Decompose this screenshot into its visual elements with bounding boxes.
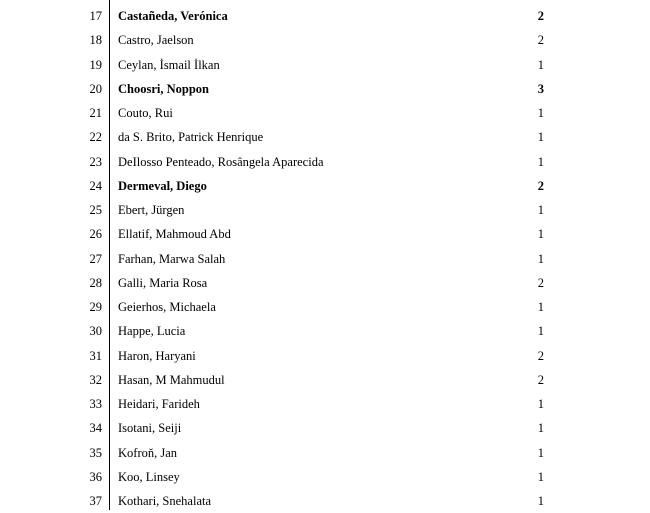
paper-count: 1 — [537, 445, 544, 460]
row-number: 31 — [89, 348, 102, 363]
table-row — [0, 101, 650, 125]
paper-count: 1 — [537, 469, 544, 484]
author-name: Isotani, Seiji — [118, 421, 182, 436]
paper-count: 1 — [537, 203, 544, 217]
author-name: Castro, Jaelson — [118, 33, 194, 48]
table-row — [0, 489, 650, 513]
paper-count: 1 — [537, 397, 544, 411]
paper-count: 1 — [537, 227, 544, 242]
row-number: 21 — [89, 106, 102, 120]
row-number: 30 — [89, 324, 102, 339]
table-row — [0, 4, 650, 28]
table-row — [0, 28, 650, 52]
table-row — [0, 247, 650, 271]
table-row — [0, 53, 650, 77]
row-number: 17 — [89, 9, 102, 23]
paper-count: 2 — [537, 178, 544, 193]
table-row — [0, 222, 650, 246]
row-number: 25 — [89, 203, 102, 217]
paper-count: 1 — [537, 300, 544, 314]
paper-count: 1 — [537, 494, 544, 508]
author-name: Haron, Haryani — [118, 348, 196, 363]
table-row — [0, 198, 650, 222]
paper-count: 2 — [537, 9, 544, 23]
author-name: Happe, Lucia — [118, 324, 186, 339]
row-number: 27 — [89, 251, 102, 266]
author-name: Couto, Rui — [118, 106, 173, 120]
paper-count: 1 — [537, 324, 544, 339]
paper-count: 1 — [537, 154, 544, 169]
row-number: 32 — [89, 372, 102, 387]
table-row — [0, 465, 650, 489]
table-row — [0, 392, 650, 416]
author-name: Ellatif, Mahmoud Abd — [118, 227, 231, 242]
row-number: 26 — [89, 227, 102, 242]
row-number: 34 — [89, 421, 102, 436]
row-number: 20 — [89, 81, 102, 96]
table-row — [0, 150, 650, 174]
row-number: 23 — [89, 154, 102, 169]
table-row — [0, 441, 650, 465]
table-row — [0, 344, 650, 368]
row-number: 24 — [89, 178, 102, 193]
table-row — [0, 125, 650, 149]
paper-count: 1 — [537, 106, 544, 120]
author-name: DeIlosso Penteado, Rosângela Aparecida — [118, 154, 324, 169]
paper-count: 2 — [537, 33, 544, 48]
row-number: 19 — [89, 57, 102, 72]
row-number: 36 — [89, 469, 102, 484]
table-row — [0, 271, 650, 295]
row-number: 18 — [89, 33, 102, 48]
paper-count: 1 — [537, 421, 544, 436]
table-row — [0, 174, 650, 198]
author-name: Ceylan, İsmail İlkan — [118, 57, 220, 72]
author-name: Ebert, Jürgen — [118, 203, 185, 217]
row-number: 33 — [89, 397, 102, 411]
paper-count: 1 — [537, 57, 544, 72]
paper-count: 2 — [537, 348, 544, 363]
author-name: Geierhos, Michaela — [118, 300, 216, 314]
paper-count: 1 — [537, 251, 544, 266]
table-row — [0, 77, 650, 101]
author-name: Farhan, Marwa Salah — [118, 251, 226, 266]
paper-count: 2 — [537, 275, 544, 290]
author-name: Choosri, Noppon — [118, 81, 209, 96]
paper-count: 3 — [537, 81, 544, 96]
table-row — [0, 416, 650, 440]
row-number: 35 — [89, 445, 102, 460]
author-name: Kothari, Snehalata — [118, 494, 212, 508]
author-name: Castañeda, Verónica — [118, 9, 228, 23]
table-row — [0, 319, 650, 343]
paper-count: 2 — [537, 372, 544, 387]
author-name: Galli, Maria Rosa — [118, 275, 208, 290]
author-name: Heidari, Farideh — [118, 397, 200, 411]
author-name: da S. Brito, Patrick Henrique — [118, 130, 264, 145]
author-name: Dermeval, Diego — [118, 178, 207, 193]
table-row — [0, 295, 650, 319]
row-number: 22 — [89, 130, 102, 145]
paper-count: 1 — [537, 130, 544, 145]
row-number: 37 — [89, 494, 102, 508]
author-name: Kofroň, Jan — [118, 445, 178, 460]
table-row — [0, 368, 650, 392]
author-name: Hasan, M Mahmudul — [118, 372, 225, 387]
row-number: 28 — [89, 275, 102, 290]
row-number: 29 — [89, 300, 102, 314]
author-name: Koo, Linsey — [118, 469, 180, 484]
